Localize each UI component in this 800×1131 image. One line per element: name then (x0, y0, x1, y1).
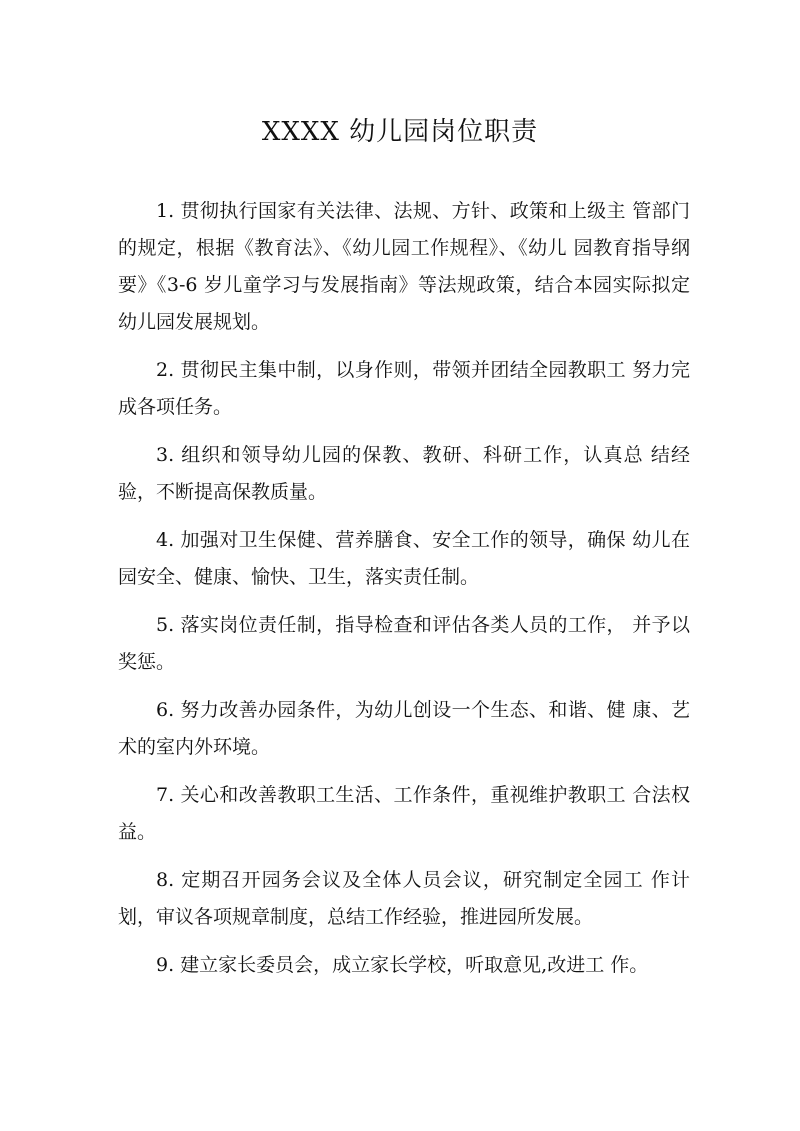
duty-item-6: 6. 努力改善办园条件，为幼儿创设一个生态、和谐、健 康、艺术的室内外环境。 (118, 699, 690, 758)
duty-item-2: 2. 贯彻民主集中制，以身作则，带领并团结全园教职工 努力完成各项任务。 (118, 359, 690, 418)
duty-item-7: 7. 关心和改善教职工生活、工作条件，重视维护教职工 合法权益。 (118, 784, 690, 843)
duty-item-4: 4. 加强对卫生保健、营养膳食、安全工作的领导，确保 幼儿在园安全、健康、愉快、卫生，落实责任制。 (118, 529, 690, 588)
document-title: XXXX 幼儿园岗位职责 (261, 117, 539, 147)
duty-item-3: 3. 组织和领导幼儿园的保教、教研、科研工作，认真总 结经验，不断提高保教质量。 (118, 444, 690, 503)
duty-item-1: 1. 贯彻执行国家有关法律、法规、方针、政策和上级主 管部门的规定，根据《教育法》、《幼儿园工作规程》、《幼儿 园教育指导纲要》《3-6 岁儿童学习与发展指南》等法规政策，结合本园实际拟定幼儿园发展规划。 (118, 200, 690, 333)
document-body (118, 193, 690, 995)
duty-item-8: 8. 定期召开园务会议及全体人员会议，研究制定全园工 作计划，审议各项规章制度，总结工作经验，推进园所发展。 (118, 869, 690, 928)
duty-item-5: 5. 落实岗位责任制，指导检查和评估各类人员的工作， 并予以奖惩。 (118, 614, 690, 673)
duty-item-9: 9. 建立家长委员会，成立家长学校，听取意见,改进工 作。 (156, 954, 649, 976)
